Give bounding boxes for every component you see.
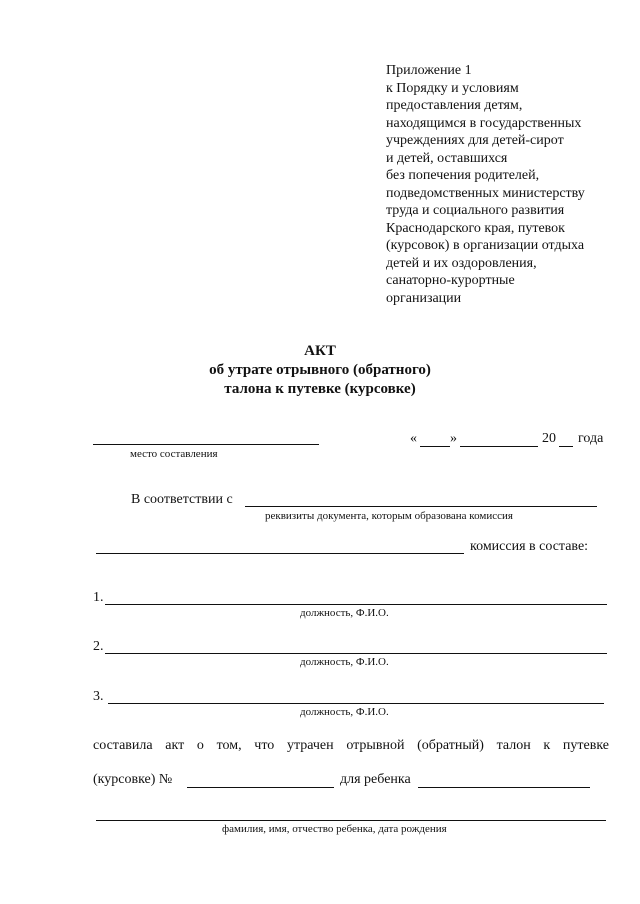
date-close-quote: » (450, 431, 457, 446)
member-number: 1. (93, 590, 104, 605)
date-month-field[interactable] (460, 446, 538, 447)
year-suffix: года (578, 431, 604, 446)
commission-composition-text: комиссия в составе: (470, 539, 589, 554)
member-2-field[interactable] (105, 653, 607, 654)
member-3-field[interactable] (108, 703, 604, 704)
member-caption: должность, Ф.И.О. (300, 607, 389, 619)
date-year-field[interactable] (559, 446, 573, 447)
title-line-1: АКТ (304, 343, 336, 359)
appendix-line: подведомственных министерству (386, 185, 585, 201)
commission-intro: В соответствии с (131, 492, 233, 507)
statement-line-1: составила акт о том, что утрачен отрывной (обратный) талон к путевке (93, 738, 609, 753)
document-details-caption: реквизиты документа, которым образована комиссия (265, 510, 513, 522)
title-line-2: об утрате отрывного (обратного) (209, 362, 431, 378)
document-details-field[interactable] (245, 506, 597, 507)
appendix-line: Краснодарского края, путевок (386, 220, 565, 236)
appendix-line: предоставления детям, (386, 98, 523, 113)
appendix-line: детей и их оздоровления, (386, 255, 537, 271)
voucher-prefix: (курсовке) № (93, 772, 173, 787)
title-line-3: талона к путевке (курсовке) (224, 381, 416, 397)
appendix-line: организации (386, 290, 462, 306)
member-number: 3. (93, 689, 104, 704)
child-field[interactable] (418, 787, 590, 788)
commission-field[interactable] (96, 553, 464, 554)
child-label: для ребенка (340, 772, 411, 787)
appendix-line: и детей, оставшихся (386, 150, 508, 166)
date-day-field[interactable] (420, 446, 450, 447)
appendix-line: (курсовок) в организации отдыха (386, 238, 585, 253)
appendix-line: санаторно-курортные (386, 273, 515, 288)
appendix-line: труда и социального развития (386, 203, 565, 218)
appendix-line: к Порядку и условиям (386, 80, 519, 96)
appendix-line: учреждениях для детей-сирот (386, 133, 564, 148)
place-caption: место составления (130, 448, 218, 460)
member-caption: должность, Ф.И.О. (300, 656, 389, 668)
document-title (0, 342, 640, 399)
appendix-line: без попечения родителей, (386, 168, 540, 183)
appendix-line: Приложение 1 (386, 63, 472, 78)
date-open-quote: « (410, 431, 417, 446)
member-1-field[interactable] (105, 604, 607, 605)
member-caption: должность, Ф.И.О. (300, 706, 389, 718)
voucher-number-field[interactable] (187, 787, 334, 788)
child-details-caption: фамилия, имя, отчество ребенка, дата рождения (222, 823, 447, 835)
year-prefix: 20 (542, 431, 556, 446)
child-details-field[interactable] (96, 820, 606, 821)
place-field[interactable] (93, 444, 319, 445)
appendix-block (386, 62, 626, 307)
member-number: 2. (93, 639, 104, 654)
appendix-line: находящимся в государственных (386, 115, 582, 131)
